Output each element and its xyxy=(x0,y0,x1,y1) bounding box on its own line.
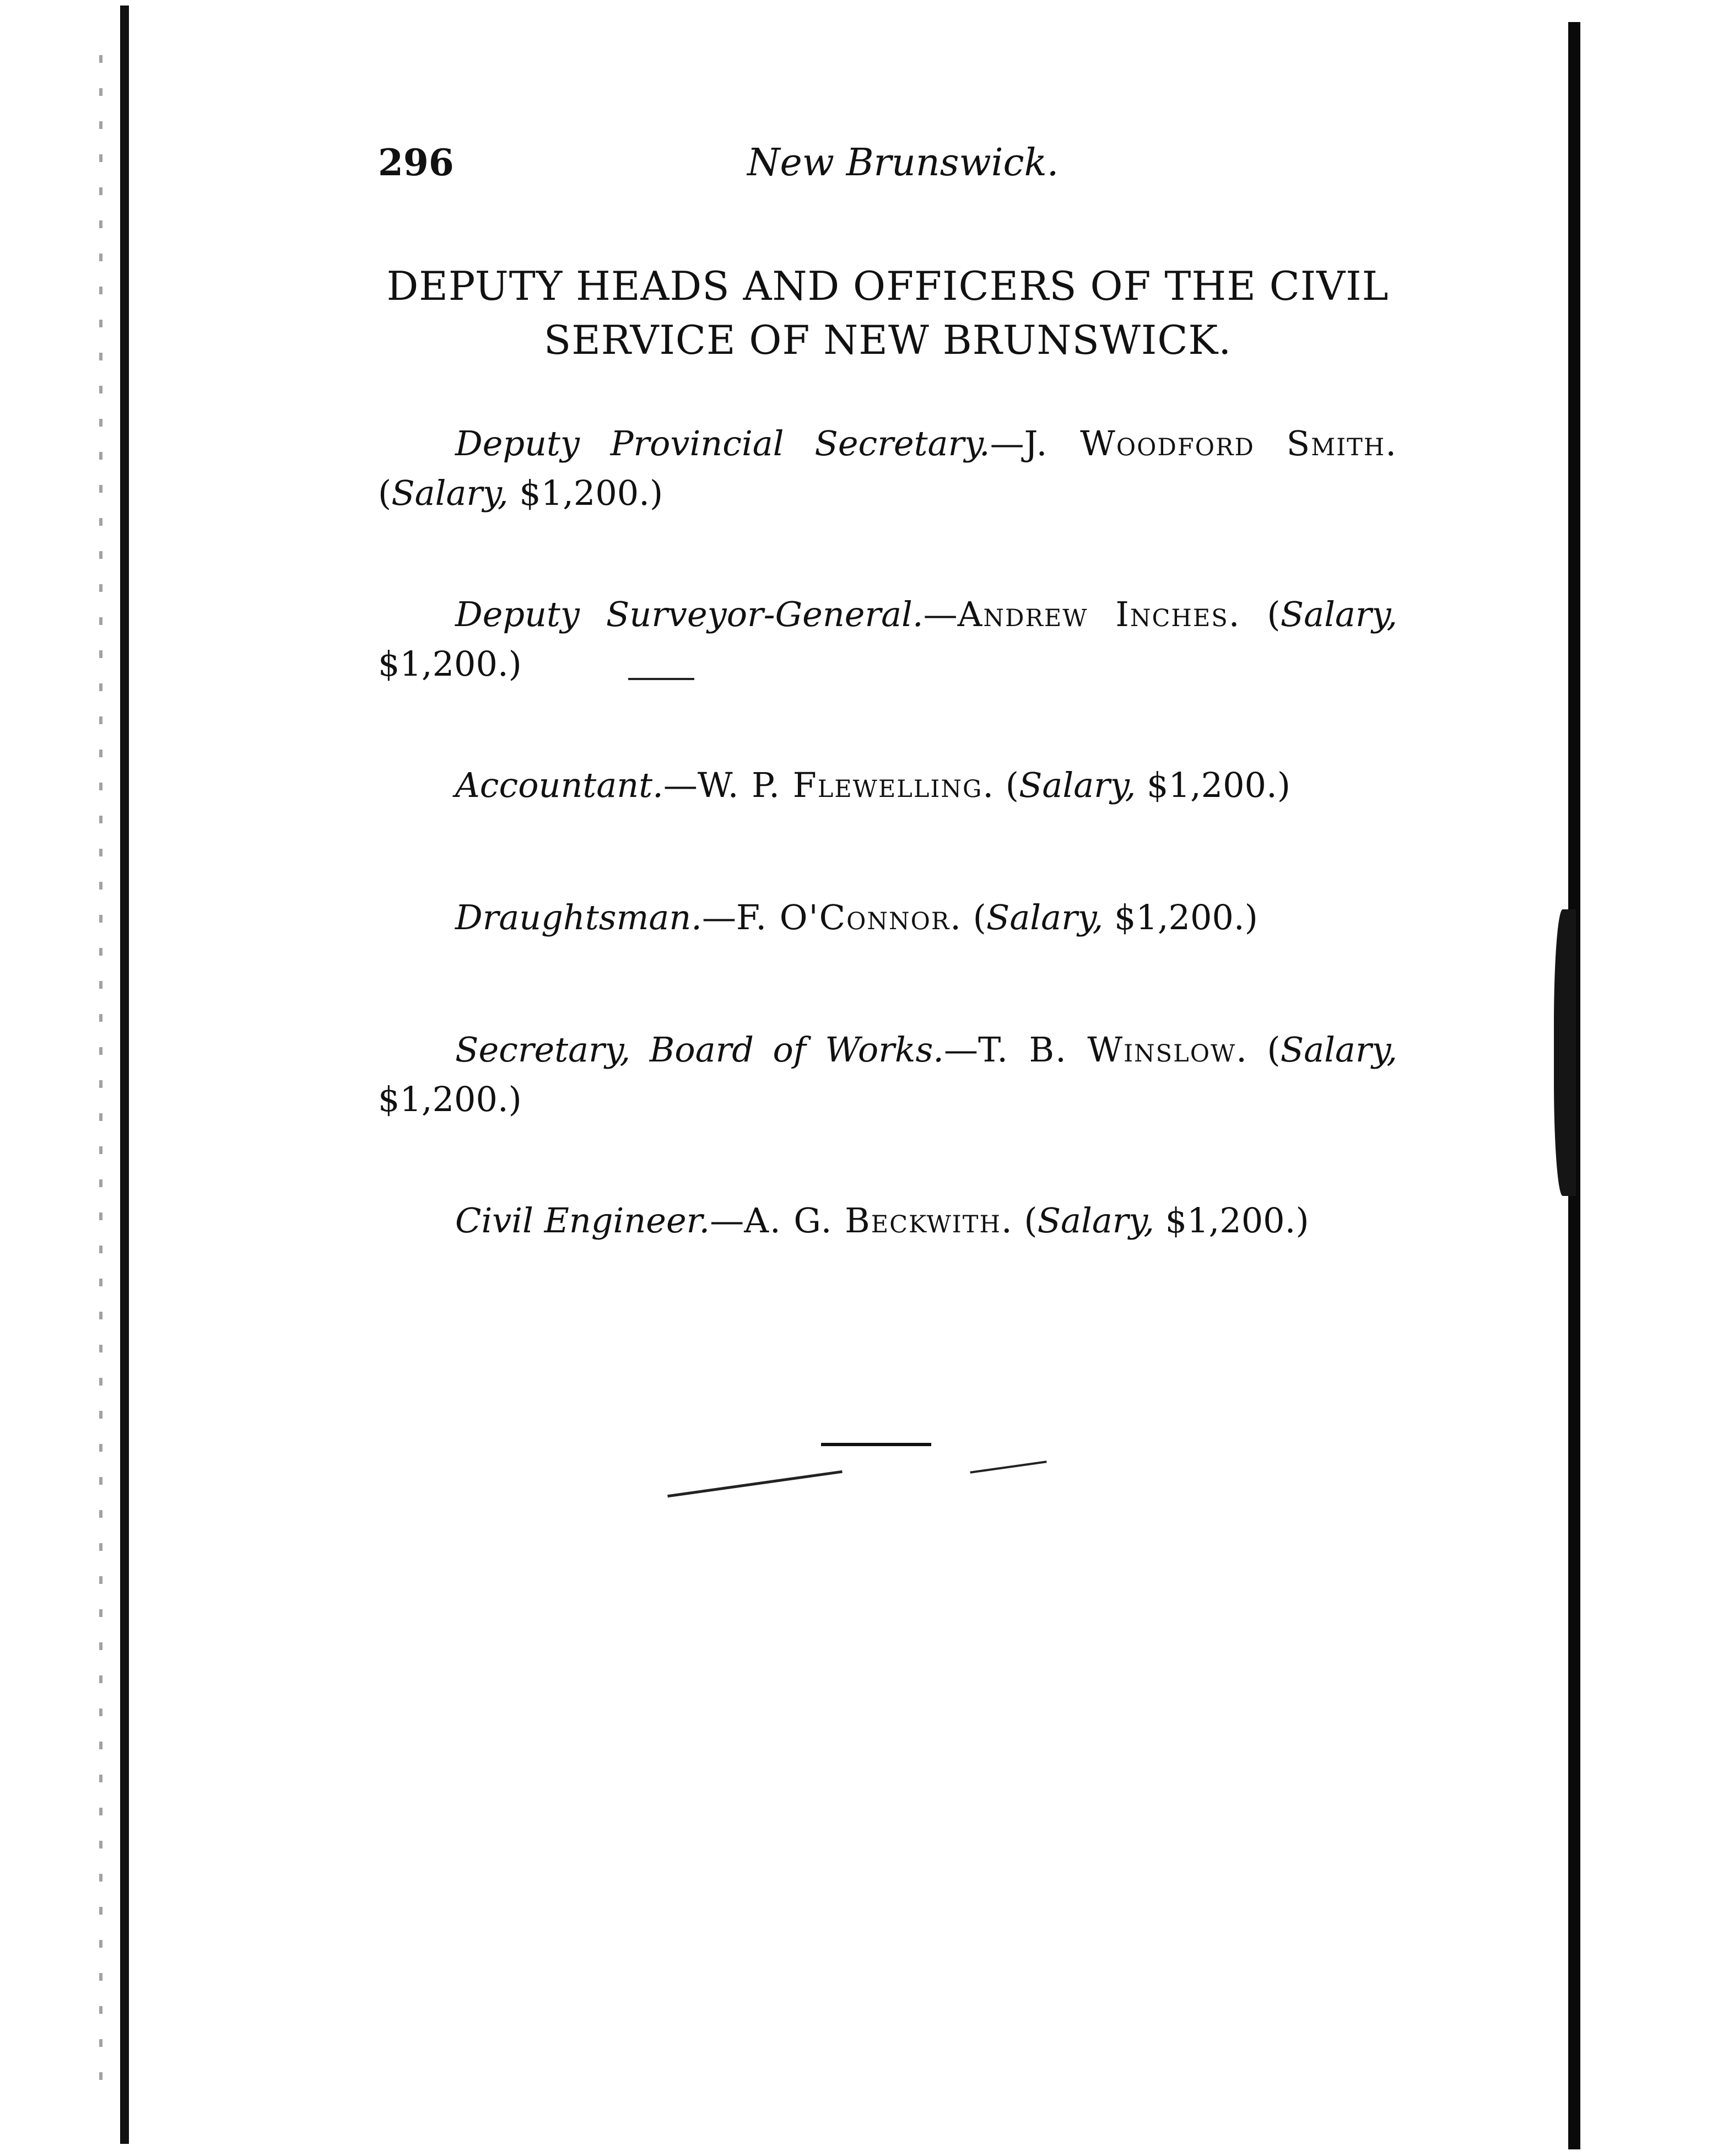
officer-entry: Draughtsman.—F. O'Connor. (Salary, $1,200.) xyxy=(455,897,1258,937)
section-title xyxy=(378,259,1397,367)
section-end-rule xyxy=(821,1443,931,1446)
salary-amount: $1,200. xyxy=(1147,765,1277,805)
officer-role: Accountant. xyxy=(455,765,663,805)
salary-amount: $1,200. xyxy=(1165,1200,1296,1241)
officer-name: A. G. Beckwith. xyxy=(744,1200,1013,1241)
salary-label: Salary, xyxy=(1018,765,1136,805)
officer-name: F. O'Connor. xyxy=(736,897,962,937)
officer-role: Deputy Provincial Secretary. xyxy=(455,423,990,463)
salary-amount: $1,200. xyxy=(519,473,650,513)
section-title-line-1: DEPUTY HEADS AND OFFICERS OF THE CIVIL xyxy=(386,263,1389,309)
salary-label: Salary, xyxy=(1280,1030,1397,1070)
salary-label: Salary, xyxy=(1037,1200,1154,1241)
salary-label: Salary, xyxy=(986,897,1104,937)
officer-name: J. Woodford Smith. xyxy=(1024,423,1397,463)
officer-entry: Civil Engineer.—A. G. Beckwith. (Salary, $1,200.) xyxy=(455,1200,1309,1241)
officer-name: T. B. Winslow. xyxy=(978,1030,1248,1070)
officer-entry: Deputy Provincial Secretary.—J. Woodford Smith. (Salary, $1,200.) xyxy=(378,423,1397,513)
scan-smudge xyxy=(628,678,694,680)
page-number: 296 xyxy=(378,141,454,184)
salary-amount: $1,200. xyxy=(378,1079,509,1119)
officer-role: Deputy Surveyor-General. xyxy=(455,594,924,634)
scan-smudge xyxy=(667,1470,843,1497)
officer-name: W. P. Flewelling. xyxy=(697,765,995,805)
salary-label: Salary, xyxy=(1280,594,1397,634)
officer-role: Secretary, Board of Works. xyxy=(455,1030,944,1070)
page-header xyxy=(378,141,1397,185)
officer-name: Andrew Inches. xyxy=(957,594,1241,634)
section-title-line-2: SERVICE OF NEW BRUNSWICK. xyxy=(543,317,1232,363)
salary-amount: $1,200. xyxy=(1114,897,1245,937)
officer-entry: Secretary, Board of Works.—T. B. Winslow. (Salary, $1,200.) xyxy=(378,1030,1397,1119)
scan-edge-speckle xyxy=(99,55,102,2094)
officer-role: Draughtsman. xyxy=(455,897,702,937)
officer-list xyxy=(378,419,1397,1246)
scan-edge-left xyxy=(120,6,129,2144)
scan-smudge xyxy=(970,1460,1046,1473)
officer-entry: Accountant.—W. P. Flewelling. (Salary, $1,200.) xyxy=(455,765,1291,805)
officer-entry: Deputy Surveyor-General.—Andrew Inches. (Salary, $1,200.) xyxy=(378,594,1397,684)
scan-edge-bulge xyxy=(1554,909,1576,1196)
running-title: New Brunswick. xyxy=(747,141,1059,185)
salary-amount: $1,200. xyxy=(378,644,509,684)
salary-label: Salary, xyxy=(391,473,509,513)
officer-role: Civil Engineer. xyxy=(455,1200,710,1241)
